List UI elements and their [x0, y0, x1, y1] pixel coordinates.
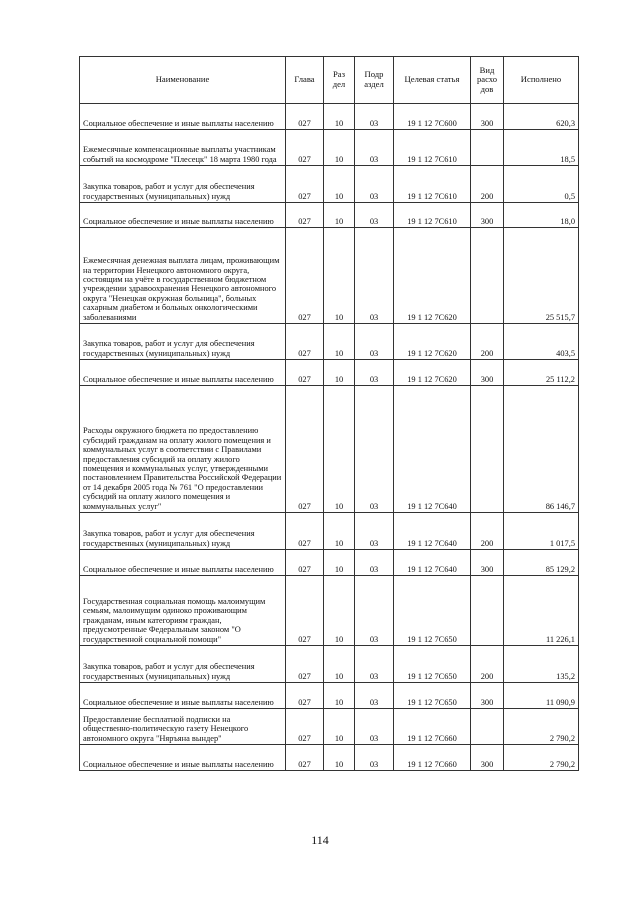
header-expense-type: Вид расхо дов: [471, 57, 504, 104]
table-row: [80, 683, 579, 709]
table-row: [80, 360, 579, 386]
row-subsection: 03: [355, 166, 394, 203]
row-chapter: 027: [286, 104, 324, 130]
row-subsection: 03: [355, 228, 394, 324]
row-target-item: 19 1 12 7С620: [394, 324, 471, 360]
table-row: [80, 646, 579, 683]
header-chapter: Глава: [286, 57, 324, 104]
table-row: [80, 166, 579, 203]
row-section: 10: [324, 386, 355, 513]
row-chapter: 027: [286, 709, 324, 745]
row-section: 10: [324, 104, 355, 130]
row-name: Социальное обеспечение и иные выплаты населению: [80, 360, 286, 386]
row-target-item: 19 1 12 7С660: [394, 745, 471, 771]
row-target-item: 19 1 12 7С610: [394, 203, 471, 228]
row-target-item: 19 1 12 7С600: [394, 104, 471, 130]
row-executed: 86 146,7: [504, 386, 579, 513]
table-row: [80, 386, 579, 513]
row-executed: 11 090,9: [504, 683, 579, 709]
row-chapter: 027: [286, 683, 324, 709]
row-section: 10: [324, 550, 355, 576]
row-chapter: 027: [286, 386, 324, 513]
row-subsection: 03: [355, 386, 394, 513]
row-subsection: 03: [355, 576, 394, 646]
row-chapter: 027: [286, 576, 324, 646]
header-executed: Исполнено: [504, 57, 579, 104]
row-section: 10: [324, 324, 355, 360]
table-row: [80, 203, 579, 228]
row-expense-type: 300: [471, 550, 504, 576]
row-expense-type: [471, 576, 504, 646]
row-name: Социальное обеспечение и иные выплаты населению: [80, 203, 286, 228]
row-name: Государственная социальная помощь малоимущим семьям, малоимущим одиноко проживающим гражданам, иным категориям граждан, предусмотренные Федеральным законом "О государственной социальной помощи": [80, 576, 286, 646]
row-chapter: 027: [286, 203, 324, 228]
row-subsection: 03: [355, 130, 394, 166]
row-expense-type: 200: [471, 166, 504, 203]
row-chapter: 027: [286, 360, 324, 386]
budget-table: [79, 56, 579, 771]
row-expense-type: 300: [471, 203, 504, 228]
row-section: 10: [324, 203, 355, 228]
row-expense-type: [471, 709, 504, 745]
row-executed: 620,3: [504, 104, 579, 130]
row-section: 10: [324, 228, 355, 324]
header-target-item: Целевая статья: [394, 57, 471, 104]
row-subsection: 03: [355, 360, 394, 386]
row-subsection: 03: [355, 709, 394, 745]
row-name: Предоставление бесплатной подписки на общественно-политическую газету Ненецкого автономного округа "Няръяна вындер": [80, 709, 286, 745]
row-name: Закупка товаров, работ и услуг для обеспечения государственных (муниципальных) нужд: [80, 166, 286, 203]
row-section: 10: [324, 745, 355, 771]
row-executed: 0,5: [504, 166, 579, 203]
row-section: 10: [324, 130, 355, 166]
row-target-item: 19 1 12 7С610: [394, 166, 471, 203]
row-name: Расходы окружного бюджета по предоставлению субсидий гражданам на оплату жилого помещения и коммунальных услуг в соответствии с Правилами предоставления субсидий на оплату жилого помещения и коммунальных услуг, утвержденными постановлением Правительства Российской Федерации от 14 декабря 2005 года № 761 "О предоставлении субсидий на оплату жилого помещения и коммунальных услуг": [80, 386, 286, 513]
row-name: Ежемесячная денежная выплата лицам, проживающим на территории Ненецкого автономного округа, состоящим на учёте в государственном бюджетном учреждении здравоохранения Ненецкого автономного округа "Ненецкая окружная больница", больных сахарным диабетом и больных онкологическими заболеваниями: [80, 228, 286, 324]
row-expense-type: 300: [471, 683, 504, 709]
row-chapter: 027: [286, 550, 324, 576]
row-executed: 2 790,2: [504, 745, 579, 771]
row-expense-type: [471, 130, 504, 166]
table-row: [80, 228, 579, 324]
row-executed: 11 226,1: [504, 576, 579, 646]
row-target-item: 19 1 12 7С650: [394, 683, 471, 709]
header-subsection: Подр аздел: [355, 57, 394, 104]
row-target-item: 19 1 12 7С640: [394, 386, 471, 513]
row-subsection: 03: [355, 513, 394, 550]
row-target-item: 19 1 12 7С640: [394, 550, 471, 576]
row-chapter: 027: [286, 646, 324, 683]
row-executed: 18,0: [504, 203, 579, 228]
row-name: Социальное обеспечение и иные выплаты населению: [80, 745, 286, 771]
row-subsection: 03: [355, 104, 394, 130]
table-row: [80, 513, 579, 550]
row-target-item: 19 1 12 7С650: [394, 576, 471, 646]
row-chapter: 027: [286, 130, 324, 166]
row-section: 10: [324, 683, 355, 709]
row-expense-type: 200: [471, 324, 504, 360]
row-executed: 85 129,2: [504, 550, 579, 576]
row-subsection: 03: [355, 203, 394, 228]
row-target-item: 19 1 12 7С640: [394, 513, 471, 550]
table-row: [80, 104, 579, 130]
row-expense-type: 200: [471, 513, 504, 550]
row-chapter: 027: [286, 513, 324, 550]
row-expense-type: 300: [471, 745, 504, 771]
row-expense-type: 300: [471, 104, 504, 130]
row-subsection: 03: [355, 324, 394, 360]
row-executed: 25 112,2: [504, 360, 579, 386]
row-executed: 2 790,2: [504, 709, 579, 745]
row-name: Закупка товаров, работ и услуг для обеспечения государственных (муниципальных) нужд: [80, 324, 286, 360]
header-section: Раз дел: [324, 57, 355, 104]
row-chapter: 027: [286, 324, 324, 360]
table-row: [80, 130, 579, 166]
table-row: [80, 745, 579, 771]
row-target-item: 19 1 12 7С610: [394, 130, 471, 166]
table-row: [80, 576, 579, 646]
page-number: 114: [311, 833, 329, 847]
row-chapter: 027: [286, 745, 324, 771]
table-row: [80, 550, 579, 576]
row-subsection: 03: [355, 646, 394, 683]
row-section: 10: [324, 646, 355, 683]
header-name: Наименование: [80, 57, 286, 104]
row-name: Социальное обеспечение и иные выплаты населению: [80, 104, 286, 130]
row-executed: 18,5: [504, 130, 579, 166]
row-section: 10: [324, 360, 355, 386]
row-expense-type: [471, 228, 504, 324]
row-subsection: 03: [355, 683, 394, 709]
row-name: Закупка товаров, работ и услуг для обеспечения государственных (муниципальных) нужд: [80, 646, 286, 683]
row-name: Социальное обеспечение и иные выплаты населению: [80, 683, 286, 709]
row-executed: 403,5: [504, 324, 579, 360]
row-section: 10: [324, 166, 355, 203]
row-name: Закупка товаров, работ и услуг для обеспечения государственных (муниципальных) нужд: [80, 513, 286, 550]
row-section: 10: [324, 576, 355, 646]
row-expense-type: 200: [471, 646, 504, 683]
row-executed: 1 017,5: [504, 513, 579, 550]
row-target-item: 19 1 12 7С620: [394, 228, 471, 324]
row-target-item: 19 1 12 7С650: [394, 646, 471, 683]
row-name: Ежемесячные компенсационные выплаты участникам событий на космодроме "Плесецк" 18 марта 1980 года: [80, 130, 286, 166]
table-header-row: [80, 57, 579, 104]
row-section: 10: [324, 709, 355, 745]
row-expense-type: 300: [471, 360, 504, 386]
row-expense-type: [471, 386, 504, 513]
row-target-item: 19 1 12 7С620: [394, 360, 471, 386]
row-section: 10: [324, 513, 355, 550]
row-executed: 135,2: [504, 646, 579, 683]
row-executed: 25 515,7: [504, 228, 579, 324]
table-row: [80, 709, 579, 745]
row-name: Социальное обеспечение и иные выплаты населению: [80, 550, 286, 576]
table-row: [80, 324, 579, 360]
row-target-item: 19 1 12 7С660: [394, 709, 471, 745]
row-subsection: 03: [355, 550, 394, 576]
row-chapter: 027: [286, 228, 324, 324]
row-chapter: 027: [286, 166, 324, 203]
row-subsection: 03: [355, 745, 394, 771]
